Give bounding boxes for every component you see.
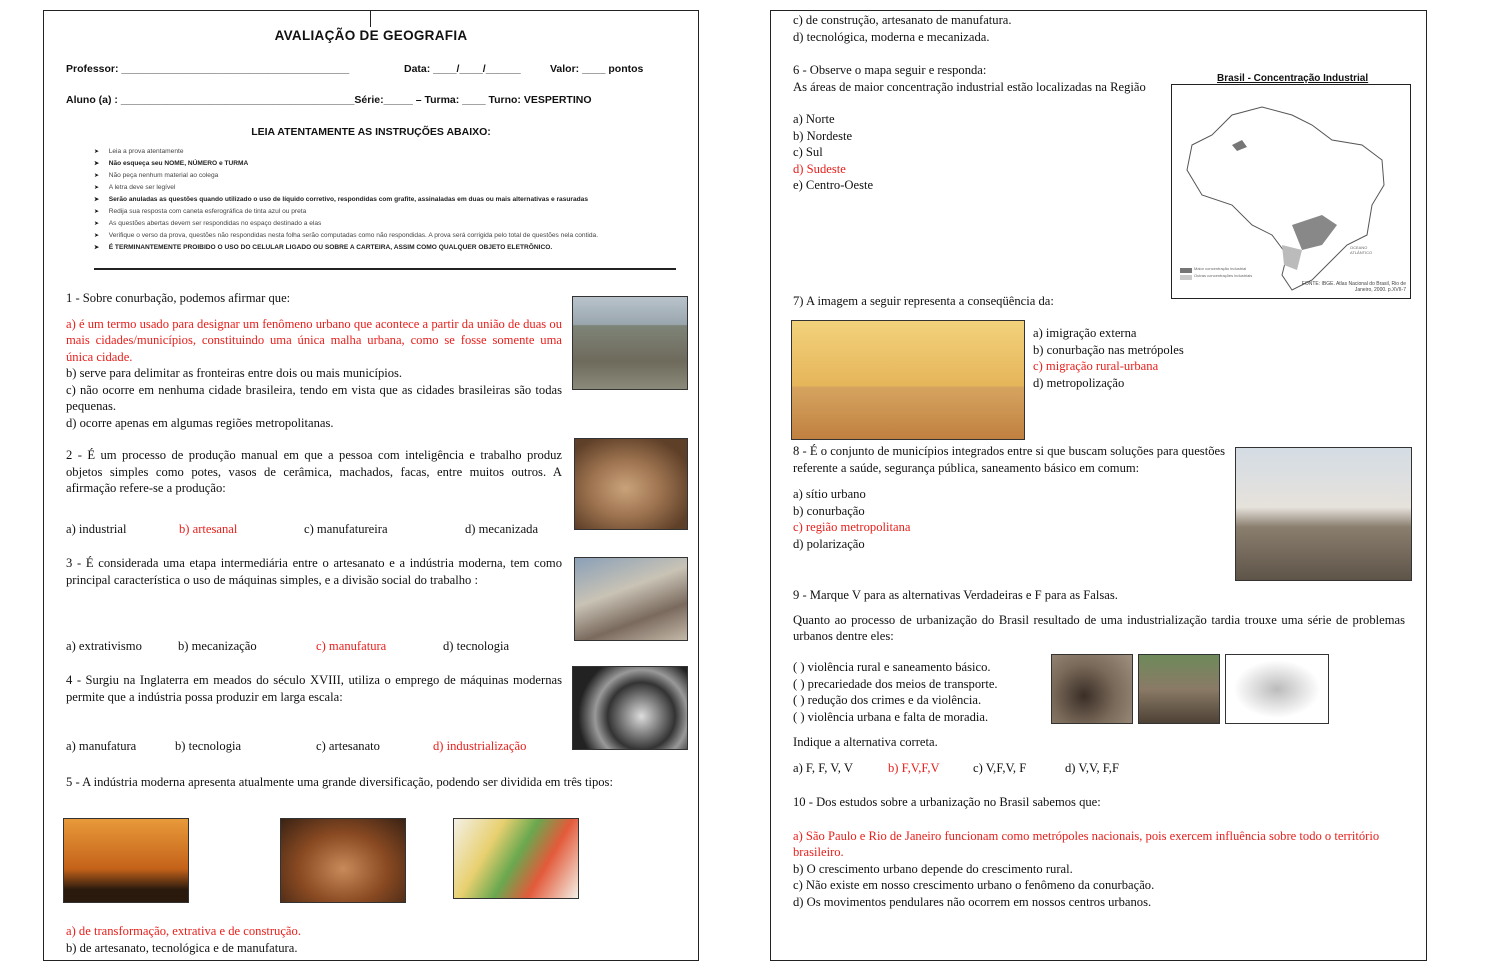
q3-stem: 3 - É considerada uma etapa intermediária entre o artesanato e a indústria moderna, tem como principal característica o uso de máquinas simples, e a divisão social do trabalho : — [66, 556, 562, 587]
question-8 — [793, 443, 1225, 552]
q10-option-c[interactable]: c) Não existe em nosso crescimento urbano o fenômeno da conurbação. — [793, 878, 1155, 892]
page-left — [43, 10, 699, 961]
q7-stem: 7) A imagem a seguir representa a conseqüência da: — [793, 294, 1054, 308]
q9-option-b[interactable]: b) F,V,F,V — [888, 761, 940, 775]
instruction-item: ➤ Não peça nenhum material ao colega — [94, 170, 676, 182]
map-ocean-label: OCEANO ATLÂNTICO — [1350, 245, 1373, 255]
city-aerial-image — [572, 296, 688, 390]
q10-option-a[interactable]: a) São Paulo e Rio de Janeiro funcionam como metrópoles nacionais, pois exercem influência sobre todo o território brasileiro. — [793, 828, 1380, 859]
q9-item-3[interactable]: ( ) redução dos crimes e da violência. — [793, 693, 982, 707]
instruction-item: ➤ Leia a prova atentamente — [94, 146, 676, 158]
q6-stem: 6 - Observe o mapa seguir e responda: — [793, 63, 987, 77]
q9-items — [793, 659, 998, 725]
q9-ask: Indique a alternativa correta. — [793, 735, 938, 749]
q9-item-1[interactable]: ( ) violência rural e saneamento básico. — [793, 660, 991, 674]
map-source: FONTE: IBGE. Atlas Nacional do Brasil, Rio de Janeiro, 2000. p.XVII-7 — [1301, 281, 1406, 293]
q7-option-d[interactable]: d) metropolização — [1033, 375, 1125, 390]
q7-option-a[interactable]: a) imigração externa — [1033, 326, 1137, 340]
brazil-industrial-map — [1171, 84, 1411, 299]
map-legend-2: Outras concentrações industriais — [1194, 273, 1253, 278]
q10-stem: 10 - Dos estudos sobre a urbanização no Brasil sabemos que: — [793, 795, 1101, 809]
q1-option-d[interactable]: d) ocorre apenas em algumas regiões metropolitanas. — [66, 415, 334, 430]
q3-option-d[interactable]: d) tecnologia — [443, 639, 510, 653]
q3-option-b[interactable]: b) mecanização — [178, 639, 257, 653]
question-3 — [66, 555, 562, 588]
q7-option-c[interactable]: c) migração rural-urbana — [1033, 359, 1159, 373]
q3-option-c[interactable]: c) manufatura — [316, 639, 387, 653]
q1-option-b[interactable]: b) serve para delimitar as fronteiras entre dois ou mais municípios. — [66, 366, 403, 380]
q8-option-a[interactable]: a) sítio urbano — [793, 487, 866, 501]
q10-option-d[interactable]: d) Os movimentos pendulares não ocorrem em nossos centros urbanos. — [793, 894, 1152, 909]
q9-intro: Quanto ao processo de urbanização do Brasil resultado de uma industrialização tardia trouxe uma série de problemas urbanos dentre eles: — [793, 612, 1405, 643]
q8-stem: 8 - É o conjunto de municípios integrados entre si que buscam soluções para questões referente a saúde, segurança pública, saneamento básico em comum: — [793, 444, 1225, 475]
q6-question: As áreas de maior concentração industrial estão localizadas na Região — [793, 79, 1146, 94]
pottery-image — [574, 438, 688, 530]
q1-option-a[interactable]: a) é um termo usado para designar um fenômeno urbano que acontece a partir da união de duas ou mais cidades/municípios, constituindo uma única malha urbana, como se fosse somente uma única cidade. — [66, 316, 562, 364]
q6-option-a[interactable]: a) Norte — [793, 112, 835, 126]
instruction-item: ➤ Não esqueça seu NOME, NÚMERO e TURMA — [94, 158, 676, 170]
instruction-item: ➤ É TERMINANTEMENTE PROIBIDO O USO DO CELULAR LIGADO OU SOBRE A CARTEIRA, ASSIM COMO QUALQUER OBJETO ELETRÔNICO. — [94, 242, 676, 254]
q9-item-4[interactable]: ( ) violência urbana e falta de moradia. — [793, 709, 989, 724]
q5-stem: 5 - A indústria moderna apresenta atualmente uma grande diversificação, podendo ser dividida em três tipos: — [66, 775, 613, 789]
crowded-bus-image — [1225, 654, 1329, 724]
q2-option-a[interactable]: a) industrial — [66, 522, 127, 536]
question-1 — [66, 290, 562, 431]
question-9 — [793, 587, 1405, 645]
q2-option-d[interactable]: d) mecanizada — [465, 522, 539, 536]
q2-stem: 2 - É um processo de produção manual em que a pessoa com inteligência e trabalho produz objetos simples como potes, vasos de cerâmica, machados, facas, entre muitos outros. A afirmação refere-se a produção: — [66, 448, 562, 495]
sewage-image — [1051, 654, 1133, 724]
q4-option-a[interactable]: a) manufatura — [66, 739, 137, 753]
instruction-item: ➤ Serão anuladas as questões quando utilizado o uso de líquido corretivo, respondidas com grafite, assinaladas em duas ou mais alternativas e rasuradas — [94, 194, 676, 206]
question-2 — [66, 447, 562, 497]
question-10 — [793, 794, 1405, 910]
question-6 — [793, 62, 1165, 194]
q9-option-d[interactable]: d) V,V, F,F — [1065, 761, 1119, 775]
instructions-list — [94, 146, 676, 254]
student-field[interactable]: Aluno (a) : ________________________________________Série:_____ – Turma: ____ Turno: VESPERTINO — [66, 94, 592, 106]
instruction-item: ➤ As questões abertas devem ser respondidas no espaço destinado a elas — [94, 218, 676, 230]
q8-option-d[interactable]: d) polarização — [793, 536, 865, 551]
q5-options-right — [793, 12, 1012, 45]
q6-option-b[interactable]: b) Nordeste — [793, 128, 853, 143]
instructions-title: LEIA ATENTAMENTE AS INSTRUÇÕES ABAIXO: — [251, 126, 491, 138]
q7-option-b[interactable]: b) conurbação nas metrópoles — [1033, 342, 1184, 357]
question-4 — [66, 672, 562, 705]
q5-option-b[interactable]: b) de artesanato, tecnológica e de manufatura. — [66, 940, 298, 955]
q1-option-c[interactable]: c) não ocorre em nenhuma cidade brasileira, tendo em vista que as cidades brasileiras são todas pequenas. — [66, 382, 562, 413]
question-5 — [66, 774, 674, 791]
q9-option-c[interactable]: c) V,F,V, F — [973, 761, 1027, 775]
migrant-family-image — [791, 320, 1025, 440]
q1-stem: 1 - Sobre conurbação, podemos afirmar que: — [66, 291, 291, 305]
q5-option-c[interactable]: c) de construção, artesanato de manufatura. — [793, 13, 1012, 27]
construction-image — [63, 818, 189, 903]
q7-options — [1033, 325, 1184, 391]
q2-option-b[interactable]: b) artesanal — [179, 522, 238, 536]
q4-option-b[interactable]: b) tecnologia — [175, 739, 242, 753]
q4-option-c[interactable]: c) artesanato — [316, 739, 380, 753]
map-legend-1: Maior concentração industrial — [1194, 266, 1247, 271]
q10-option-b[interactable]: b) O crescimento urbano depende do crescimento rural. — [793, 861, 1073, 876]
q6-option-e[interactable]: e) Centro-Oeste — [793, 178, 874, 192]
q3-option-a[interactable]: a) extrativismo — [66, 639, 142, 653]
q5-options-left — [66, 923, 674, 956]
products-image — [453, 818, 579, 899]
favela-skyline-image — [1235, 447, 1412, 581]
gears-image — [572, 666, 688, 750]
q5-option-d[interactable]: d) tecnológica, moderna e mecanizada. — [793, 29, 990, 44]
q4-stem: 4 - Surgiu na Inglaterra em meados do século XVIII, utiliza o emprego de máquinas modernas permite que a indústria possa produzir em larga escala: — [66, 673, 562, 704]
q8-option-b[interactable]: b) conurbação — [793, 503, 865, 518]
q6-option-d[interactable]: d) Sudeste — [793, 161, 846, 176]
date-field[interactable]: Data: ____/____/______ — [404, 63, 521, 75]
q8-option-c[interactable]: c) região metropolitana — [793, 520, 911, 534]
divider — [94, 268, 676, 270]
q2-option-c[interactable]: c) manufatureira — [304, 522, 388, 536]
professor-field[interactable]: Professor: _______________________________________ — [66, 63, 350, 75]
instruction-item: ➤ A letra deve ser legível — [94, 182, 676, 194]
q5-option-a[interactable]: a) de transformação, extrativa e de construção. — [66, 924, 301, 938]
q9-stem: 9 - Marque V para as alternativas Verdadeiras e F para as Falsas. — [793, 588, 1118, 602]
map-title: Brasil - Concentração Industrial — [1217, 73, 1369, 84]
instruction-item: ➤ Redija sua resposta com caneta esferográfica de tinta azul ou preta — [94, 206, 676, 218]
page-right — [770, 10, 1427, 961]
q9-item-2[interactable]: ( ) precariedade dos meios de transporte. — [793, 676, 998, 691]
cursor-mark — [370, 11, 371, 27]
exam-title: AVALIAÇÃO DE GEOGRAFIA — [274, 28, 468, 43]
instruction-item: ➤ Verifique o verso da prova, questões não respondidas nesta folha serão computadas como não respondidas. A prova será corrigida pelo total de questões nela contida. — [94, 230, 676, 242]
value-field[interactable]: Valor: ____ pontos — [550, 63, 644, 75]
manufacture-workers-image — [574, 557, 688, 641]
q6-option-c[interactable]: c) Sul — [793, 145, 823, 159]
q9-option-a[interactable]: a) F, F, V, V — [793, 761, 853, 775]
q4-option-d[interactable]: d) industrialização — [433, 739, 527, 753]
extraction-image — [280, 818, 406, 903]
slum-image — [1138, 654, 1220, 724]
